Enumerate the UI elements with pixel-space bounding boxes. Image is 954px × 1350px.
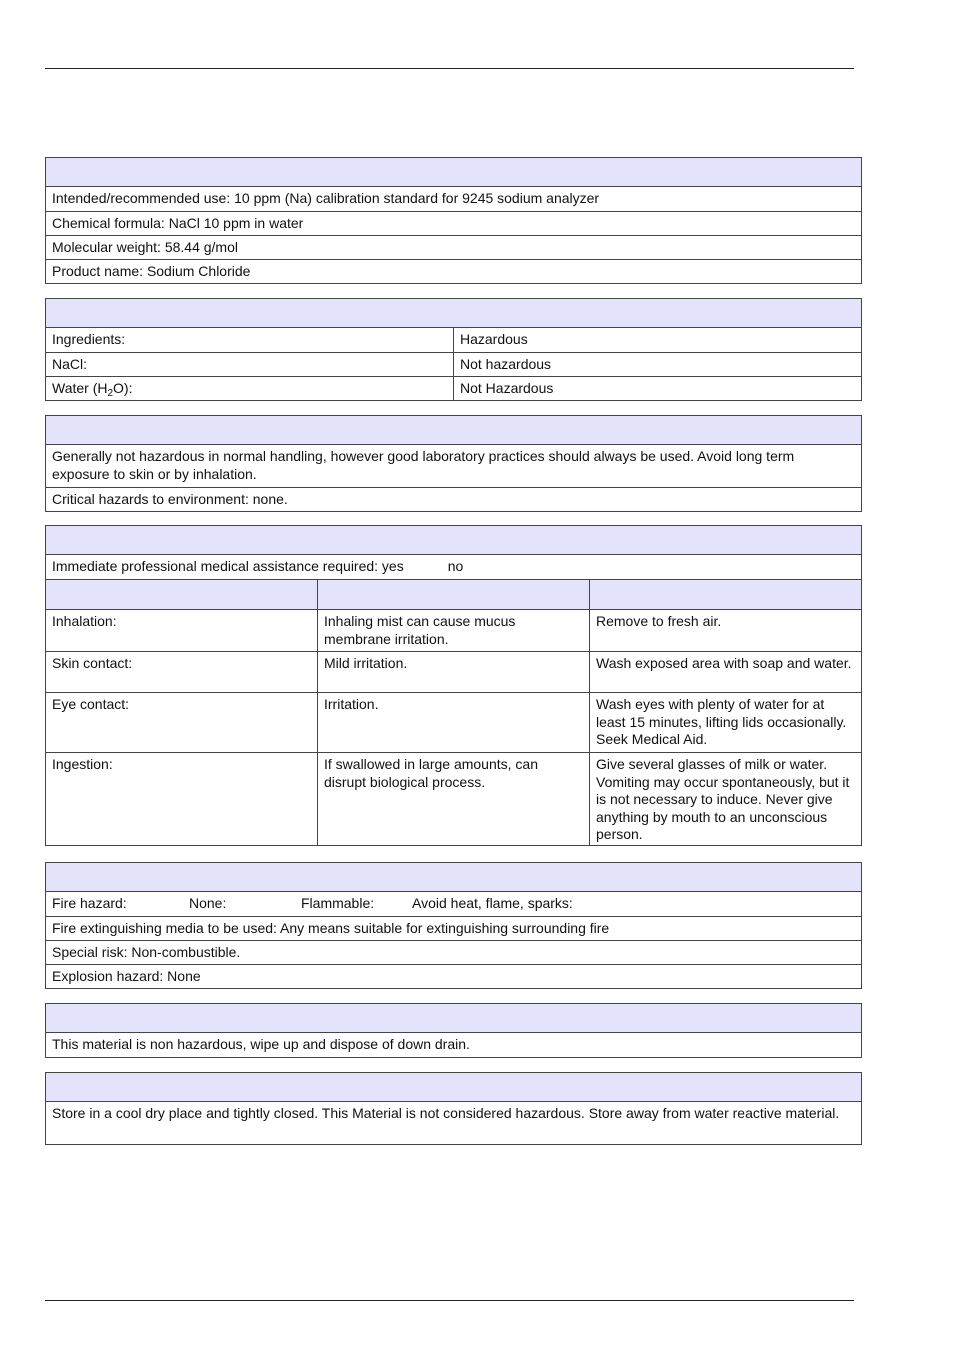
spill-row: This material is non hazardous, wipe up and dispose of down drain. xyxy=(52,1036,470,1052)
inhalation-action: Remove to fresh air. xyxy=(590,609,861,651)
section-first-aid xyxy=(45,525,862,846)
section-header xyxy=(46,863,861,892)
composition-table xyxy=(46,328,861,400)
eye-route: Eye contact: xyxy=(46,692,318,752)
intended-use-row: Intended/recommended use: 10 ppm (Na) calibration standard for 9245 sodium analyzer xyxy=(52,190,600,206)
environment-hazard-row: Critical hazards to environment: none. xyxy=(46,487,861,511)
top-rule xyxy=(45,68,854,69)
fire-hazard-label: Fire hazard: xyxy=(52,895,127,911)
medical-assistance-label: Immediate professional medical assistance required: yes xyxy=(52,558,404,574)
first-aid-table xyxy=(46,579,861,845)
skin-action: Wash exposed area with soap and water. xyxy=(590,651,861,692)
water-prefix: Water (H xyxy=(52,380,108,396)
ingestion-effect: If swallowed in large amounts, can disrupt biological process. xyxy=(318,752,590,845)
nacl-value: Not hazardous xyxy=(454,352,861,376)
section-hazards xyxy=(45,415,862,512)
nacl-label: NaCl: xyxy=(46,352,454,376)
section-fire xyxy=(45,862,862,989)
water-suffix: O): xyxy=(113,380,133,396)
chemical-formula-row: Chemical formula: NaCl 10 ppm in water xyxy=(46,211,861,235)
section-header xyxy=(46,526,861,555)
section-header xyxy=(46,416,861,445)
inhalation-effect: Inhaling mist can cause mucus membrane irritation. xyxy=(318,609,590,651)
skin-effect: Mild irritation. xyxy=(318,651,590,692)
water-value: Not Hazardous xyxy=(454,376,861,400)
medical-assistance-no: no xyxy=(447,558,464,574)
product-name-row: Product name: Sodium Chloride xyxy=(46,259,861,283)
flammable-label: Flammable: xyxy=(301,895,375,911)
bottom-rule xyxy=(45,1300,854,1301)
section-header xyxy=(46,1004,861,1033)
inhalation-route: Inhalation: xyxy=(46,609,318,651)
header-cell xyxy=(46,579,318,609)
header-cell xyxy=(590,579,861,609)
section-composition xyxy=(45,298,862,401)
section-header xyxy=(46,1073,861,1102)
eye-effect: Irritation. xyxy=(318,692,590,752)
section-storage xyxy=(45,1072,862,1145)
ingestion-route: Ingestion: xyxy=(46,752,318,845)
general-hazard-row: Generally not hazardous in normal handling, however good laboratory practices should always be used. Avoid long term exposure to skin or by inhalation. xyxy=(52,448,795,482)
medical-assistance-row xyxy=(46,555,861,579)
fire-hazard-row xyxy=(46,892,861,916)
section-header xyxy=(46,299,861,328)
ingestion-action: Give several glasses of milk or water. Vomiting may occur spontaneously, but it is not necessary to induce. Never give anything by mouth to an unconscious person. xyxy=(590,752,861,845)
water-subscript: 2 xyxy=(107,388,114,399)
eye-action: Wash eyes with plenty of water for at least 15 minutes, lifting lids occasionally. Seek Medical Aid. xyxy=(590,692,861,752)
section-identification xyxy=(45,157,862,284)
header-cell xyxy=(318,579,590,609)
water-label xyxy=(46,376,454,400)
section-header xyxy=(46,158,861,187)
molecular-weight-row: Molecular weight: 58.44 g/mol xyxy=(46,235,861,259)
special-risk-row: Special risk: Non-combustible. xyxy=(46,940,861,964)
extinguishing-media-row: Fire extinguishing media to be used: Any means suitable for extinguishing surrounding fire xyxy=(46,916,861,940)
ingredients-label: Ingredients: xyxy=(46,328,454,352)
avoid-heat-label: Avoid heat, flame, sparks: xyxy=(412,895,573,911)
hazardous-label: Hazardous xyxy=(460,331,528,347)
skin-route: Skin contact: xyxy=(46,651,318,692)
fire-none-label: None: xyxy=(189,895,227,911)
storage-row: Store in a cool dry place and tightly closed. This Material is not considered hazardous. Store away from water reactive material. xyxy=(52,1105,840,1121)
explosion-hazard-row: Explosion hazard: None xyxy=(46,964,861,988)
section-spill xyxy=(45,1003,862,1058)
